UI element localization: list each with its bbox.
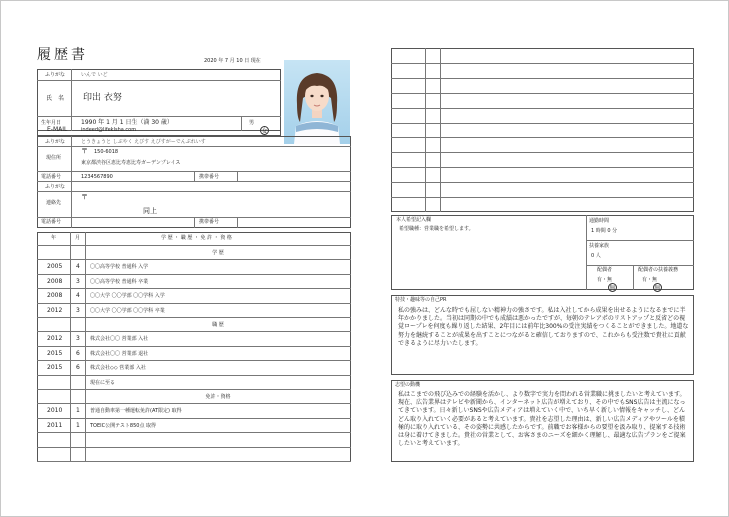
spouse-support-value: 有・無 [642, 277, 658, 283]
contact-value: 同上 [143, 207, 157, 215]
history-row-line [37, 403, 351, 404]
pr-text: 私の強みは、どんな時でも屈しない精神力の強さです。私は入社してから成果を出せるようになるまでに半年かかりました。当初は同期の中でも成績は悪かったですが、毎朝のテレアポのリストアップと反省どの視覚ロープレを何度も繰り返した結果、2年目には前年比300%の受注実績をつくることができました。地道な努力を継続することが成果を出すことにつながると確信しておりますので、これからも受注数で貴社に貢献できるように尽力いたします。 [398, 307, 689, 347]
gender-label: 男 [249, 120, 255, 126]
portrait-image [284, 60, 350, 144]
history-col-month: 月 [75, 235, 81, 241]
dependents-value: 0 人 [591, 253, 601, 259]
history-row-month: 4 [76, 263, 80, 270]
grid-row-line [391, 197, 694, 198]
address-furigana-value: とうきょうと しぶやく えびす えびすがーでんぷれいす [81, 139, 206, 145]
history-row-year: 2012 [47, 335, 63, 342]
contact-postal-mark: 〒 [81, 193, 88, 201]
history-section-heading: 職 歴 [212, 322, 224, 328]
phone-label: 電話番号 [41, 174, 62, 180]
history-row-text: TOEIC公開テスト850点 取得 [90, 423, 157, 429]
grid-row-line [391, 78, 694, 79]
history-row-year: 2005 [47, 263, 63, 270]
request-text: 希望職種：営業職を希望します。 [399, 226, 474, 232]
history-row-line [37, 245, 351, 246]
history-row-text: 株式会社〇〇 営業部 退社 [90, 351, 149, 357]
mobile-label: 携帯番号 [199, 174, 220, 180]
history-col-year: 年 [51, 235, 57, 241]
spouse-circle: 無 [609, 285, 616, 292]
applicant-photo [284, 60, 350, 144]
history-row-line [37, 331, 351, 332]
contact-furigana-label: ふりがな [45, 184, 66, 190]
name-furigana-value: いんで いど [81, 72, 108, 78]
dependents-label: 扶養家族 [589, 243, 610, 249]
history-col-title: 学 歴 ・ 職 歴 ・ 免 許 ・ 資 格 [161, 235, 232, 241]
history-row-year: 2010 [47, 407, 63, 414]
birth-label: 生年月日 [41, 120, 62, 126]
grid-row-line [391, 182, 694, 183]
history-row-month: 1 [76, 407, 80, 414]
motive-label: 志望の動機 [395, 382, 421, 388]
grid-row-line [391, 108, 694, 109]
grid-row-line [391, 152, 694, 153]
spouse-support-circle: 無 [654, 285, 661, 292]
contact-phone-label: 電話番号 [41, 219, 62, 225]
history-row-month: 6 [76, 364, 80, 371]
history-row-month: 3 [76, 278, 80, 285]
address-value: 東京都渋谷区恵比寿恵比寿ガーデンプレイス [81, 160, 181, 166]
spouse-support-label: 配偶者の扶養義務 [638, 267, 679, 273]
history-row-line [37, 432, 351, 433]
request-label: 本人希望記入欄 [396, 217, 432, 223]
history-row-year: 2008 [47, 292, 63, 299]
history-row-line [37, 461, 351, 462]
history-row-line [37, 317, 351, 318]
history-row-line [37, 259, 351, 260]
commute-label: 通勤時間 [589, 218, 610, 224]
grid-row-line [391, 137, 694, 138]
motive-text: 私はこまでの飛び込みでの経験を活かし、より数字で実力を問われる営業職に挑ましたいと考えています。現在、広告業界はテレビや新聞から、インターネット広告が増えており、その中でもSNS広告は主流になってきています。日々新しいSNSや広告メディアは増えていく中で、いち早く新しい情報をキャッチし、どんどん取り入れていく必要があると考えています。貴社を志望した理由は、新しい広告メディアやツールを積極的に取り入れている、その姿勢に共感したからです。前職でお客様からの要望を汲み取り、提案する技術は身に着けてきました。貴社の営業として、お客さまのニーズを細かく理解し、最適な広告プランをご提案したいと考えています。 [398, 391, 686, 448]
history-row-year: 2015 [47, 364, 63, 371]
history-row-line [37, 303, 351, 304]
commute-value: 1 時間 0 分 [591, 228, 618, 234]
history-row-month: 3 [76, 335, 80, 342]
spouse-label: 配偶者 [597, 267, 613, 273]
history-row-month: 4 [76, 292, 80, 299]
postal-mark: 〒 [81, 147, 88, 155]
grid-row-line [391, 93, 694, 94]
history-row-text: 普通自動車第一種運転免許(AT限定) 取得 [90, 408, 182, 414]
history-row-text: 〇〇大学 〇〇学部 〇〇学科 卒業 [90, 308, 165, 314]
postal-code: 150-6018 [94, 149, 119, 155]
grid-row-line [391, 63, 694, 64]
history-row-month: 6 [76, 350, 80, 357]
contact-label: 連絡先 [46, 200, 62, 206]
history-section-heading: 免許・資格 [205, 394, 231, 400]
address-furigana-label: ふりがな [45, 139, 66, 145]
history-row-month: 1 [76, 422, 80, 429]
history-row-year: 2008 [47, 278, 63, 285]
history-row-year: 2015 [47, 350, 63, 357]
history-section-heading: 学 歴 [212, 250, 224, 256]
grid-row-line [391, 123, 694, 124]
name-value: 印出 衣努 [83, 93, 122, 103]
history-row-year: 2011 [47, 422, 63, 429]
history-row-text: 〇〇大学 〇〇学部 〇〇学科 入学 [90, 293, 165, 299]
document-date: 2020 年 7 月 10 日 現在 [204, 58, 261, 64]
email-label: E-MAIL [47, 126, 68, 133]
birth-value: 1990 年 1 月 1 日生（満 30 歳） [81, 119, 173, 126]
name-label: 氏 名 [46, 95, 65, 102]
phone-value: 1234567890 [81, 174, 113, 180]
grid-row-line [391, 167, 694, 168]
history-row-line [37, 389, 351, 390]
contact-mobile-label: 携帯番号 [199, 219, 220, 225]
history-row-text: 現在に至る [90, 380, 116, 386]
history-continuation-table [391, 48, 694, 212]
history-row-text: 株式会社◇◇ 営業部 入社 [90, 365, 146, 371]
history-row-text: 株式会社〇〇 営業部 入社 [90, 336, 149, 342]
history-row-line [37, 447, 351, 448]
history-row-line [37, 288, 351, 289]
pr-label: 特技・趣味等の自己PR [395, 297, 447, 303]
history-row-line [37, 418, 351, 419]
history-row-line [37, 274, 351, 275]
gender-mark: 女 [261, 128, 268, 135]
history-row-line [37, 346, 351, 347]
history-row-text: 〇〇高等学校 普通科 入学 [90, 264, 149, 270]
history-row-line [37, 375, 351, 376]
address-label: 現住所 [46, 155, 62, 161]
history-row-line [37, 360, 351, 361]
email-row [37, 124, 281, 136]
name-furigana-label: ふりがな [45, 72, 66, 78]
history-row-year: 2012 [47, 307, 63, 314]
spouse-value: 有・無 [597, 277, 613, 283]
history-row-month: 3 [76, 307, 80, 314]
email-value: indeed@lifeklsha.com [81, 127, 137, 133]
history-row-text: 〇〇高等学校 普通科 卒業 [90, 279, 149, 285]
page-title: 履歴書 [37, 47, 88, 63]
